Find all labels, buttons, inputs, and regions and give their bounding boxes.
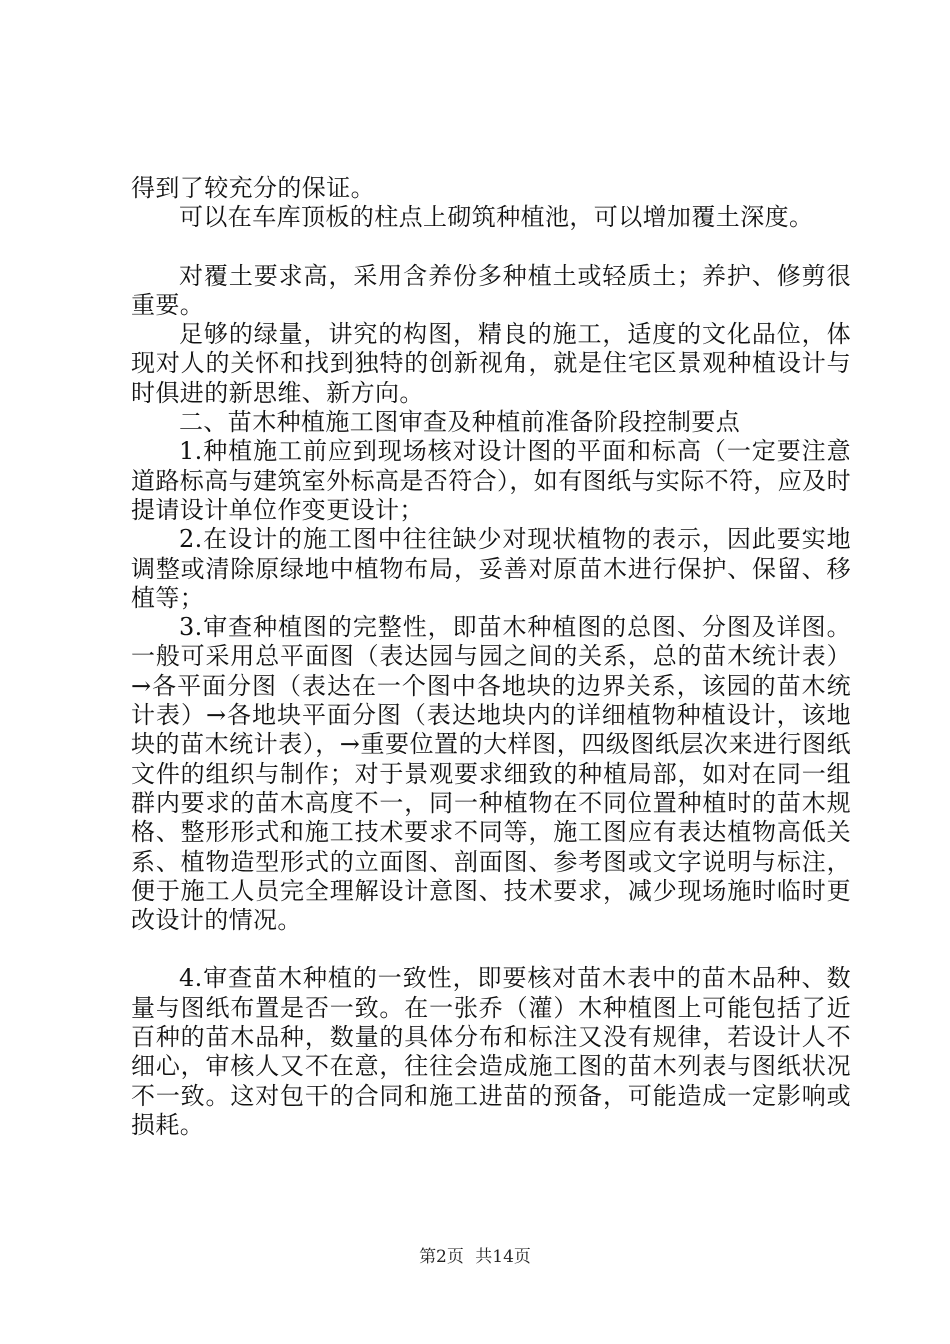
paragraph-item-2: 2.在设计的施工图中往往缺少对现状植物的表示，因此要实地调整或清除原绿地中植物布局，妥善对原苗木进行保护、保留、移植等； bbox=[131, 525, 851, 612]
page-number: 第2页 bbox=[419, 1247, 464, 1267]
paragraph-1: 得到了较充分的保证。 bbox=[131, 174, 375, 202]
paragraph-4: 足够的绿量，讲究的构图，精良的施工，适度的文化品位，体现对人的关怀和找到独特的创新视角，就是住宅区景观种植设计与时俱进的新思维、新方向。 bbox=[131, 320, 851, 407]
page-total: 共14页 bbox=[475, 1247, 531, 1267]
document-body bbox=[131, 174, 851, 1140]
paragraph-item-1: 1.种植施工前应到现场核对设计图的平面和标高（一定要注意道路标高与建筑室外标高是否符合），如有图纸与实际不符，应及时提请设计单位作变更设计； bbox=[131, 437, 851, 524]
paragraph-item-3: 3.审查种植图的完整性，即苗木种植图的总图、分图及详图。一般可采用总平面图（表达园与园之间的关系，总的苗木统计表）→各平面分图（表达在一个图中各地块的边界关系，该园的苗木统计表）→各地块平面分图（表达地块内的详细植物种植设计，该地块的苗木统计表），→重要位置的大样图，四级图纸层次来进行图纸文件的组织与制作；对于景观要求细致的种植局部，如对在同一组群内要求的苗木高度不一，同一种植物在不同位置种植时的苗木规格、整形形式和施工技术要求不同等，施工图应有表达植物高低关系、植物造型形式的立面图、剖面图、参考图或文字说明与标注，便于施工人员完全理解设计意图、技术要求，减少现场施时临时更改设计的情况。 bbox=[131, 613, 851, 935]
paragraph-3: 对覆土要求高，采用含养份多种植土或轻质土；养护、修剪很重要。 bbox=[131, 261, 851, 319]
page-footer bbox=[0, 1242, 950, 1267]
paragraph-item-4: 4.审查苗木种植的一致性，即要核对苗木表中的苗木品种、数量与图纸布置是否一致。在一张乔（灌）木种植图上可能包括了近百种的苗木品种，数量的具体分布和标注又没有规律，若设计人不细心，审核人又不在意，往往会造成施工图的苗木列表与图纸状况不一致。这对包干的合同和施工进苗的预备，可能造成一定影响或损耗。 bbox=[131, 964, 851, 1139]
paragraph-2: 可以在车库顶板的柱点上砌筑种植池，可以增加覆土深度。 bbox=[179, 203, 814, 232]
section-heading: 二、苗木种植施工图审查及种植前准备阶段控制要点 bbox=[179, 408, 741, 437]
